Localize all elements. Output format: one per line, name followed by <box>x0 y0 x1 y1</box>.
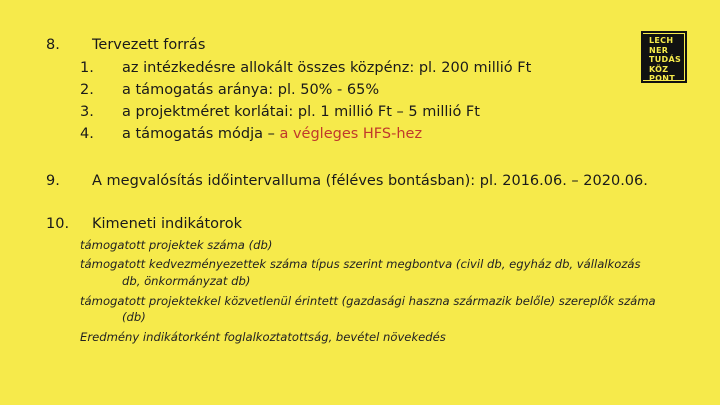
indicator-line-2-cont: db, önkormányzat db) <box>122 274 251 288</box>
item-10-title: Kimeneti indikátorok <box>92 216 242 232</box>
sub-item-1-text: az intézkedésre allokált összes közpénz: pl. 200 millió Ft <box>122 60 532 76</box>
logo-line-1: LECH <box>649 36 674 45</box>
sub-item-4-number: 4. <box>80 126 94 142</box>
indicator-line-1: támogatott projektek száma (db) <box>80 238 273 252</box>
sub-item-3-text: a projektméret korlátai: pl. 1 millió Ft – 5 millió Ft <box>122 104 480 120</box>
sub-item-4-highlight: a végleges HFS-hez <box>279 126 423 142</box>
sub-item-4-text <box>122 126 422 142</box>
sub-item-3-number: 3. <box>80 104 94 120</box>
item-9-title: A megvalósítás időintervalluma (féléves bontásban): pl. 2016.06. – 2020.06. <box>92 173 648 189</box>
item-8-title: Tervezett forrás <box>92 37 206 53</box>
logo-line-5: PONT <box>649 74 676 84</box>
indicator-line-3-cont: (db) <box>122 310 146 324</box>
logo-line-2: NER <box>649 45 669 55</box>
item-8-number: 8. <box>46 37 60 53</box>
item-9-number: 9. <box>46 173 60 189</box>
indicator-line-2: támogatott kedvezményezettek száma típus szerint megbontva (civil db, egyház db, vállalkozás <box>80 257 641 271</box>
logo-line-3: TUDÁS <box>649 55 682 65</box>
indicator-line-3: támogatott projektekkel közvetlenül érintett (gazdasági haszna származik belőle) szereplők száma <box>80 294 656 308</box>
sub-item-4-prefix: a támogatás módja – <box>122 126 280 142</box>
indicator-line-4: Eredmény indikátorként foglalkoztatottság, bevétel növekedés <box>80 330 446 344</box>
logo-line-4: KÖZ <box>649 64 669 74</box>
sub-item-2-text: a támogatás aránya: pl. 50% - 65% <box>122 82 380 98</box>
lechner-logo <box>641 31 687 83</box>
sub-item-1-number: 1. <box>80 60 94 76</box>
sub-item-2-number: 2. <box>80 82 94 98</box>
item-10-number: 10. <box>46 216 70 232</box>
